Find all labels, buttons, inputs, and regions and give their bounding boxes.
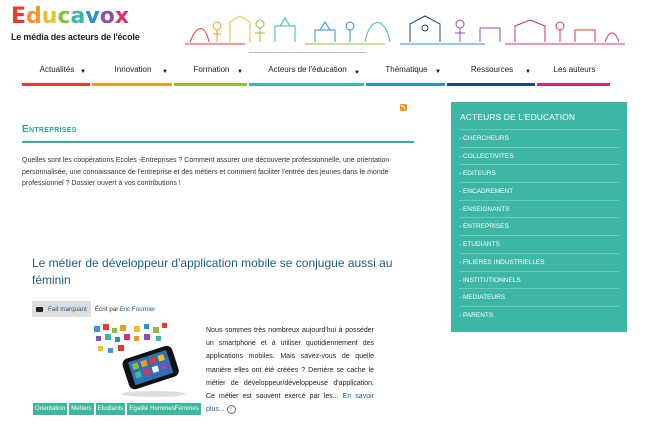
nav-color-bar [92,83,172,86]
section-title: Entreprises [22,124,77,135]
written-by-label: Écrit par [94,305,119,313]
sidebar-link[interactable]: - ENCADREMENT [459,182,619,200]
nav-item-label: Acteurs de l'éducation [268,65,347,74]
sidebar-link[interactable]: - INSTITUTIONNELS [459,271,619,289]
rss-icon[interactable] [400,104,407,111]
logo-letter: d [26,4,42,29]
logo-letter: u [41,4,58,29]
author-link[interactable]: Eric Fournier [119,305,156,313]
sidebar-list [459,129,619,324]
nav-item-label: Innovation [114,64,152,74]
nav-color-bar [447,83,535,86]
skyline-illustration [185,6,625,46]
site-logo[interactable] [11,6,129,28]
sidebar-link[interactable]: - COLLECTIVITES [459,147,619,165]
caret-down-icon: ▼ [80,69,86,75]
caret-down-icon: ▼ [435,69,441,75]
article-title-link[interactable]: Le métier de développeur d'application mobile se conjugue aussi au féminin [32,256,393,287]
nav-item-0[interactable] [22,52,92,86]
tag-link[interactable]: Métiers [69,403,93,415]
sidebar-link[interactable]: - PARENTS [459,306,619,324]
nav-item-label: Actualités [39,64,75,74]
nav-color-bar [22,83,90,86]
nav-item-3[interactable] [249,52,366,86]
tag-link[interactable]: Etudiants [96,403,126,415]
read-more-link[interactable]: En savoir plus... [206,393,374,414]
article-excerpt-text: Nous sommes très nombreux aujourd'hui à posséder un smartphone et à utiliser quotidiennement des applications mobiles. Mais savez-vous de quelle manière elles ont été créées ? Derrière se cache le métier de développeur/développeuse d'application. Ce métier est souvent exercé par les... [206,327,374,401]
nav-item-label: Thématique [385,64,428,74]
logo-letter: o [99,4,115,29]
nav-color-bar [249,83,364,86]
section-intro: Quelles sont les coopérations Ecoles -Entreprises ? Comment assurer une découverte professionnelle, une orientation personnalisée, une connaissance de l'entreprise et des métiers et comment faciliter l'entrée des jeunes dans le monde professionnel ? Dossier ouvert à vos contributions ! [22,157,390,187]
nav-item-2[interactable] [174,52,249,86]
article-excerpt [206,324,374,416]
site-header [0,0,650,50]
nav-color-bar [366,83,445,86]
logo-letter: x [114,4,130,29]
nav-item-4[interactable] [366,52,447,86]
nav-color-bar [174,83,247,86]
nav-color-bar [537,83,610,86]
site-tagline: Le média des acteurs de l'école [11,32,140,42]
section-divider [22,141,414,143]
nav-item-5[interactable] [447,52,537,86]
caret-down-icon: ▼ [525,69,531,75]
sidebar-link[interactable]: - ENTREPRISES [459,217,619,235]
caret-down-icon: ▼ [162,69,168,75]
logo-letter: v [85,4,100,29]
sidebar-link[interactable]: - FILIERES INDUSTRIELLES [459,253,619,271]
briefcase-icon [36,307,43,312]
sidebar-link[interactable]: - EDITEURS [459,164,619,182]
nav-item-6[interactable] [537,52,612,86]
sidebar-link[interactable]: - ENSEIGNANTS [459,200,619,218]
main-nav [22,52,612,86]
tag-link[interactable]: Orientation [33,403,67,415]
article-category[interactable] [32,301,91,317]
logo-letter: c [57,4,71,29]
sidebar-title: ACTEURS DE L'EDUCATION [460,112,576,122]
nav-item-label: Formation [193,64,230,74]
logo-letter: E [11,4,27,29]
caret-down-icon: ▼ [237,69,243,75]
article-tags [33,403,201,415]
sidebar-panel [451,102,627,332]
arrow-right-circle-icon[interactable]: › [227,405,236,414]
article-thumbnail [90,322,200,400]
nav-item-1[interactable] [92,52,174,86]
article-category-label: Fait marquant [48,305,87,313]
caret-down-icon: ▼ [354,70,360,76]
tag-link[interactable]: Egalité HommesFemmes [127,403,200,415]
nav-item-label: Ressources [470,64,514,74]
nav-item-label: Les auteurs [553,64,596,74]
article-meta [32,301,155,317]
logo-letter: a [70,4,86,29]
sidebar-link[interactable]: - MEDIATEURS [459,288,619,306]
sidebar-link[interactable]: - ETUDIANTS [459,235,619,253]
sidebar-link[interactable]: - CHERCHEURS [459,129,619,147]
